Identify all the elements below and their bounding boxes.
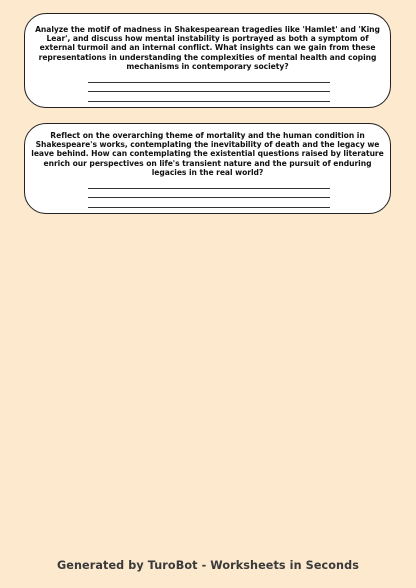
question-card-2 bbox=[24, 123, 391, 214]
answer-line-2-1[interactable] bbox=[88, 188, 330, 189]
question-1-text: Analyze the motif of madness in Shakespearean tragedies like 'Hamlet' and 'King Lear', and discuss how mental instability is portrayed as both a symptom of external turmoil and an internal conflict. What insights can we gain from these representations in understanding the complexities of mental health and coping mechanisms in contemporary society? bbox=[35, 25, 380, 71]
question-card-1 bbox=[24, 13, 391, 108]
answer-line-1-1[interactable] bbox=[88, 82, 330, 83]
answer-line-1-2[interactable] bbox=[88, 91, 330, 92]
question-2-text: Reflect on the overarching theme of mortality and the human condition in Shakespeare's works, contemplating the inevitability of death and the legacy we leave behind. How can contemplating the existential questions raised by literature enrich our perspectives on life's transient nature and the pursuit of enduring legacies in the real world? bbox=[31, 131, 384, 177]
answer-line-2-3[interactable] bbox=[88, 207, 330, 208]
footer-credit: Generated by TuroBot - Worksheets in Seconds bbox=[57, 559, 359, 572]
answer-line-1-3[interactable] bbox=[88, 101, 330, 102]
answer-line-2-2[interactable] bbox=[88, 197, 330, 198]
